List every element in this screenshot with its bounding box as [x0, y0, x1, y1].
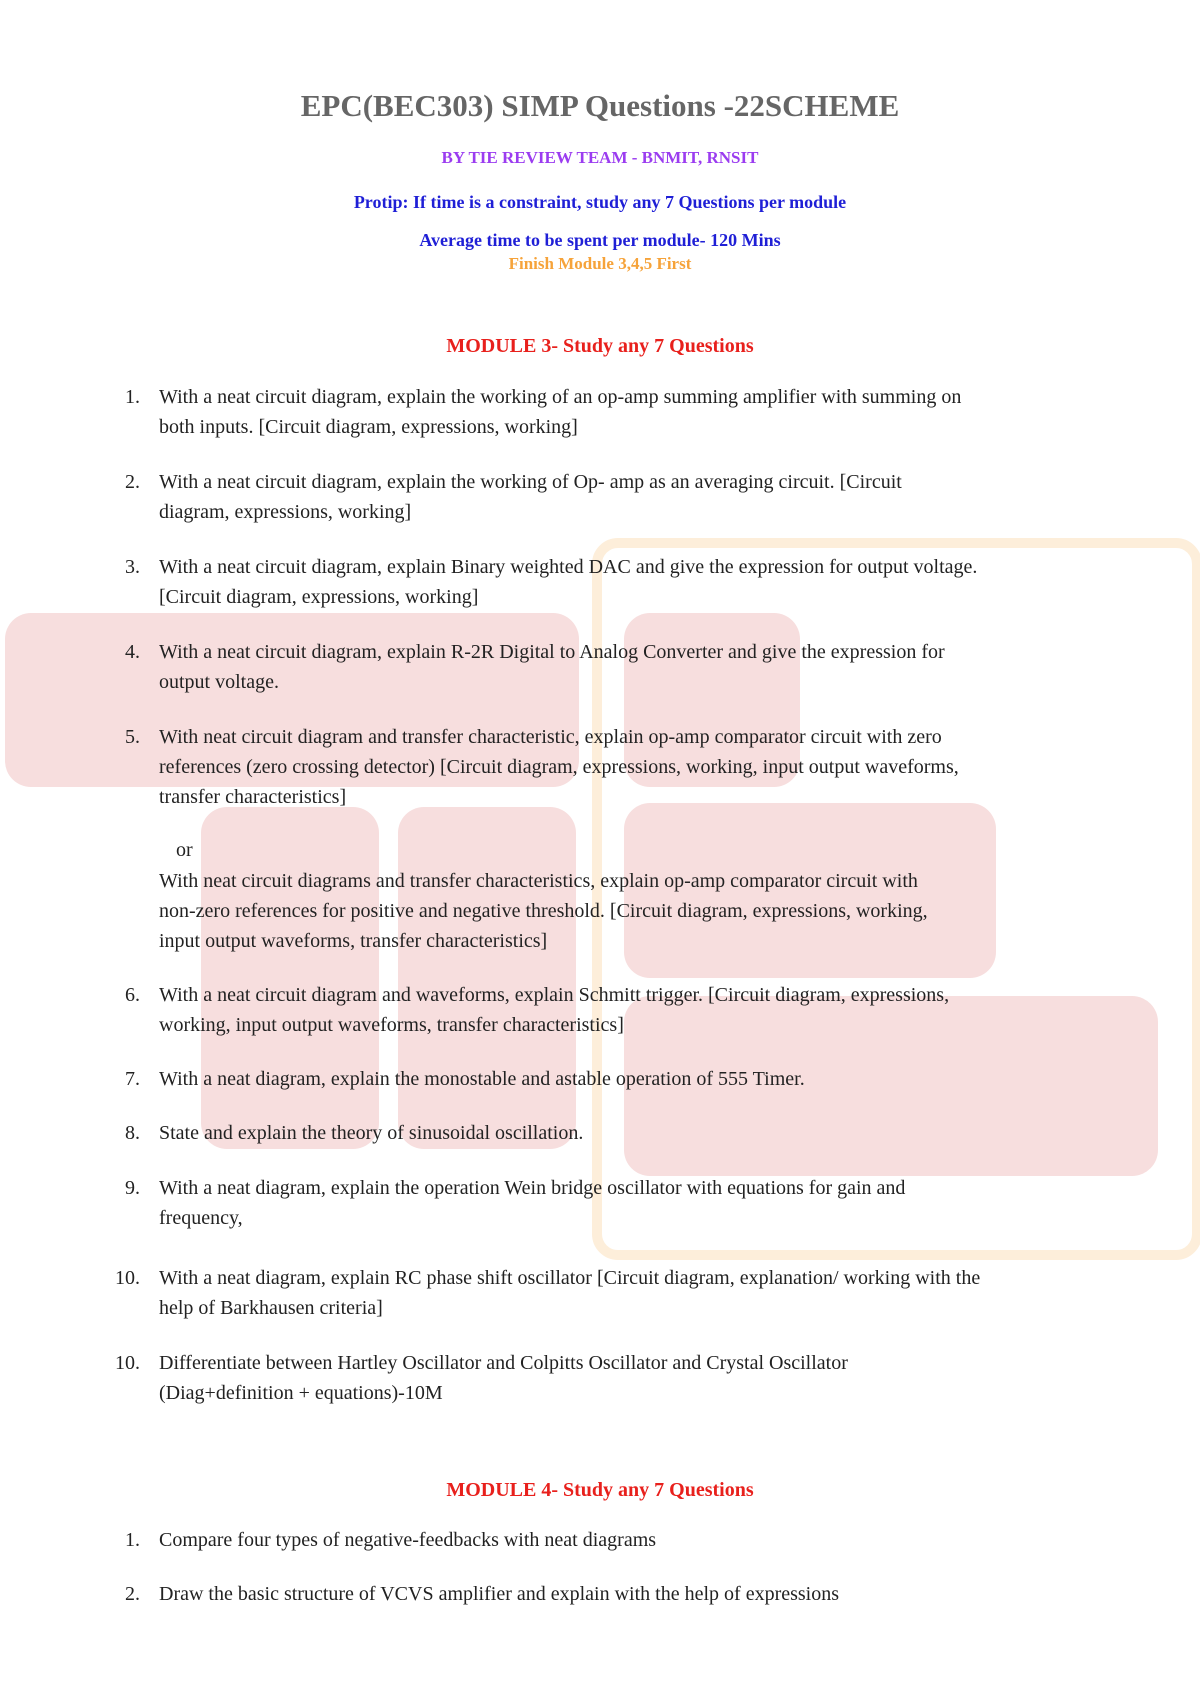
question-line: With a neat circuit diagram, explain the working of Op- amp as an averaging circuit. [Circuit	[159, 471, 902, 493]
question-text	[159, 552, 1169, 612]
average-time-note: Average time to be spent per module- 120 Mins	[419, 230, 781, 250]
question-text	[159, 1348, 1169, 1408]
question-number: 6.	[125, 984, 140, 1006]
question-line: non-zero references for positive and negative threshold. [Circuit diagram, expressions, working,	[159, 900, 928, 922]
question-line: With a neat circuit diagram and waveforms, explain Schmitt trigger. [Circuit diagram, expressions,	[159, 984, 950, 1006]
question-text	[159, 637, 1169, 697]
question-text	[159, 1263, 1169, 1323]
question-line: output voltage.	[159, 671, 279, 693]
question-line: Differentiate between Hartley Oscillator and Colpitts Oscillator and Crystal Oscillator	[159, 1352, 848, 1374]
question-number: 4.	[125, 641, 140, 663]
module-4-heading: MODULE 4- Study any 7 Questions	[446, 1479, 754, 1501]
byline: BY TIE REVIEW TEAM - BNMIT, RNSIT	[441, 148, 759, 167]
watermark-block	[398, 807, 576, 1149]
question-number: 9.	[125, 1177, 140, 1199]
question-line: frequency,	[159, 1207, 243, 1229]
or-label: or	[176, 839, 193, 861]
question-line: transfer characteristics]	[159, 786, 347, 808]
question-alternative-text	[159, 866, 1169, 956]
question-number: 1.	[125, 386, 140, 408]
question-number: 1.	[125, 1529, 140, 1551]
question-line: State and explain the theory of sinusoidal oscillation.	[159, 1122, 584, 1144]
question-text	[159, 467, 1169, 527]
question-line: With neat circuit diagram and transfer characteristic, explain op-amp comparator circuit with zero	[159, 726, 942, 748]
question-number: 8.	[125, 1122, 140, 1144]
question-text	[159, 1525, 1169, 1555]
question-number: 10.	[115, 1267, 140, 1289]
question-text	[159, 382, 1169, 442]
question-line: With a neat diagram, explain RC phase shift oscillator [Circuit diagram, explanation/ working with the	[159, 1267, 981, 1289]
question-text	[159, 722, 1169, 812]
finish-first-note: Finish Module 3,4,5 First	[508, 254, 692, 273]
question-number: 3.	[125, 556, 140, 578]
question-line: (Diag+definition + equations)-10M	[159, 1382, 443, 1404]
question-line: input output waveforms, transfer characteristics]	[159, 930, 548, 952]
question-line: With a neat circuit diagram, explain the working of an op-amp summing amplifier with summing on	[159, 386, 962, 408]
document-title: EPC(BEC303) SIMP Questions -22SCHEME	[300, 88, 900, 123]
question-text	[159, 980, 1169, 1040]
question-number: 7.	[125, 1068, 140, 1090]
module-3-heading: MODULE 3- Study any 7 Questions	[446, 335, 754, 357]
question-line: diagram, expressions, working]	[159, 501, 412, 523]
question-number: 2.	[125, 471, 140, 493]
protip-note: Protip: If time is a constraint, study any 7 Questions per module	[353, 192, 847, 212]
question-line: working, input output waveforms, transfer characteristics]	[159, 1014, 624, 1036]
question-text	[159, 1579, 1169, 1609]
question-line: [Circuit diagram, expressions, working]	[159, 586, 479, 608]
question-number: 5.	[125, 726, 140, 748]
question-text	[159, 1118, 1169, 1148]
question-line: With a neat circuit diagram, explain Binary weighted DAC and give the expression for output voltage.	[159, 556, 978, 578]
question-number: 10.	[115, 1352, 140, 1374]
question-line: both inputs. [Circuit diagram, expressions, working]	[159, 416, 578, 438]
question-line: With a neat diagram, explain the operation Wein bridge oscillator with equations for gain and	[159, 1177, 906, 1199]
question-line: With a neat circuit diagram, explain R-2R Digital to Analog Converter and give the expression for	[159, 641, 945, 663]
watermark-block	[201, 807, 379, 1149]
question-text	[159, 1064, 1169, 1094]
question-line: help of Barkhausen criteria]	[159, 1297, 383, 1319]
question-text	[159, 1173, 1169, 1233]
question-line: With neat circuit diagrams and transfer characteristics, explain op-amp comparator circuit with	[159, 870, 918, 892]
question-line: Compare four types of negative-feedbacks with neat diagrams	[159, 1529, 657, 1551]
question-line: Draw the basic structure of VCVS amplifier and explain with the help of expressions	[159, 1583, 840, 1605]
question-line: references (zero crossing detector) [Circuit diagram, expressions, working, input output waveforms,	[159, 756, 959, 778]
question-line: With a neat diagram, explain the monostable and astable operation of 555 Timer.	[159, 1068, 805, 1090]
question-number: 2.	[125, 1583, 140, 1605]
